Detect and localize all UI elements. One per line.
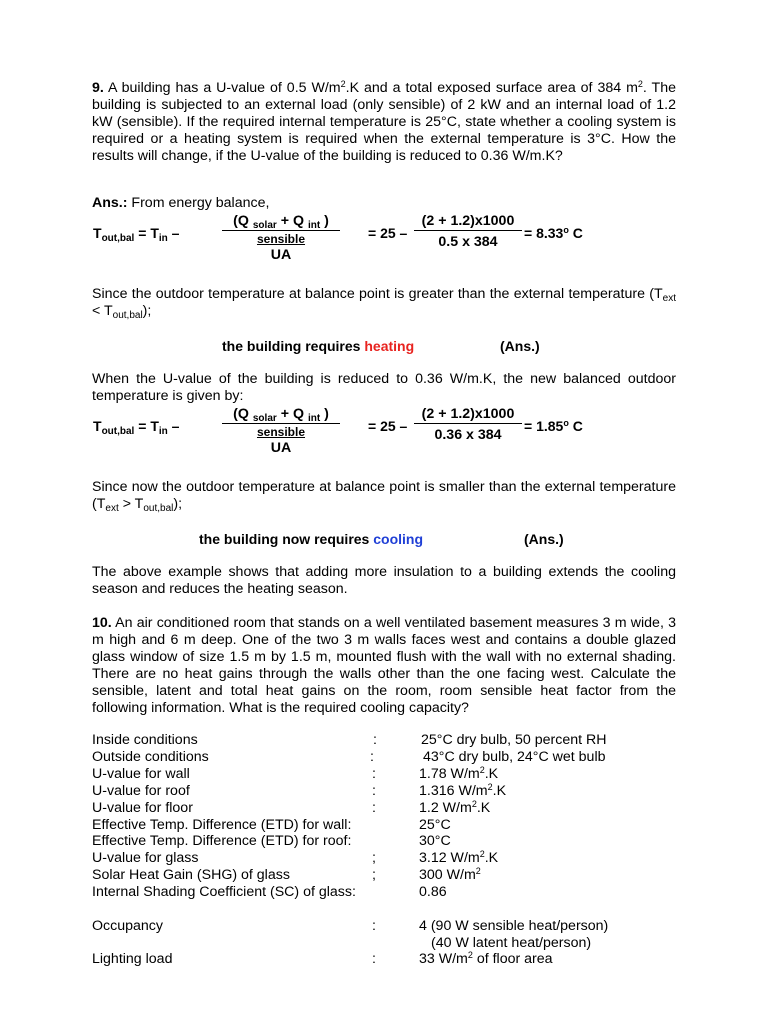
spec-label: Internal Shading Coefficient (SC) of glass:	[92, 884, 356, 901]
balance-point-text-2: Since now the outdoor temperature at balance point is smaller than the external temperature $(T_{ext} > T_{out,bal})$;	[92, 479, 676, 514]
spec-value: 3.12 $W/m^2.K$	[419, 849, 499, 867]
spec-value: 0.86	[419, 884, 447, 901]
equation-result: = $8.33^o$ C	[524, 225, 583, 241]
result-cooling-ans: (Ans.)	[524, 531, 564, 547]
occupancy-label: Occupancy	[92, 918, 163, 934]
equation-mid: = 25 –	[368, 225, 408, 241]
spec-value: 25°C	[419, 816, 451, 833]
spec-value: 1.78 $W/m^2.K$	[419, 764, 499, 782]
spec-separator: :	[372, 765, 376, 782]
spec-label: U-value for floor	[92, 799, 193, 816]
spec-value: 43°C dry bulb, 24°C wet bulb	[423, 748, 606, 765]
spec-value: 300 $W/m^2$	[419, 866, 481, 884]
question-number: 9.	[92, 80, 104, 96]
question-9-text: 9. A building has a U-value of 0.5 $W/m^2.K$ and a total exposed surface area of 384 $m^2$. The building is subjected to an external load (only sensible) of 2 kW and an internal load of 1.2 kW (sensible). If the required internal temperature is 25°C, state whether a cooling system is required or a heating system is required when the external temperature is 3°C. How the results will change, if the U-value of the building is reduced to 0.36 W/m.K?	[92, 79, 677, 164]
spec-value: 1.2 $W/m^2.K$	[419, 798, 491, 816]
lighting-label: Lighting load	[92, 951, 173, 967]
result-heating-ans: (Ans.)	[500, 338, 540, 354]
spec-separator: ;	[372, 850, 376, 867]
spec-label: Inside conditions	[92, 732, 198, 748]
spec-label: Solar Heat Gain (SHG) of glass	[92, 867, 290, 884]
equation2-lhs: $T_{out,bal} = T_{in}$ –	[93, 418, 180, 437]
occupancy-value-2: (40 W latent heat/person)	[431, 935, 592, 951]
spec-separator: :	[370, 748, 374, 765]
occupancy-sep: :	[372, 918, 376, 934]
spec-label: U-value for roof	[92, 782, 190, 799]
equation2-result: = $1.85^o$ C	[524, 418, 583, 434]
spec-label: Effective Temp. Difference (ETD) for wall:	[92, 816, 352, 833]
balance-point-text-1: Since the outdoor temperature at balance point is greater than the external temperature $(T_{ext} < T_{out,bal})$;	[92, 286, 676, 321]
equation2-fraction-load: (Q $_{solar}$ + Q $_{int}$ ) sensible UA	[222, 406, 340, 456]
question-number-10: 10.	[92, 615, 112, 631]
result-heating: the building requires heating	[222, 338, 415, 354]
lighting-value: 33 $W/m^2$ of floor area	[419, 950, 553, 967]
question-10-text: 10. An air conditioned room that stands on a well ventilated basement measures 3 m wide, 3 m high and 6 m deep. One of the two 3 m walls faces west and contains a double glazed glass window of size 1.5 m by 1.5 m, mounted flush with the wall with no external shading. There are no heat gains through the walls other than the one facing west. Calculate the sensible, latent and total heat gains on the room, room sensible heat factor from the following information. What is the required cooling capacity?	[92, 615, 676, 716]
spec-label: U-value for wall	[92, 765, 190, 782]
equation-lhs: $T_{out,bal} = T_{in}$ –	[93, 225, 180, 244]
result-cooling: the building now requires cooling	[199, 531, 424, 547]
lighting-sep: :	[372, 951, 376, 967]
spec-label: U-value for glass	[92, 850, 199, 867]
spec-separator: :	[373, 732, 377, 748]
spec-label: Effective Temp. Difference (ETD) for roof:	[92, 833, 352, 850]
spec-separator: :	[372, 799, 376, 816]
answer-intro: Ans.: From energy balance,	[92, 195, 270, 211]
equation2-fraction-values: $\frac{(2 + 1.2)x1000}{0.36 x 384}$	[414, 406, 522, 443]
spec-value: 25°C dry bulb, 50 percent RH	[421, 732, 607, 748]
occupancy-value-1: 4 (90 W sensible heat/person)	[419, 918, 609, 934]
spec-separator: :	[372, 782, 376, 799]
spec-value: 1.316 $W/m^2.K$	[419, 781, 507, 799]
spec-separator: ;	[372, 867, 376, 884]
equation-fraction-load: (Q $_{solar}$ + Q $_{int}$ ) sensible UA	[222, 213, 340, 263]
spec-label: Outside conditions	[92, 748, 209, 765]
spec-value: 30°C	[419, 833, 451, 850]
equation-fraction-values: $\frac{(2 + 1.2)x1000}{0.5 x 384}$	[414, 213, 522, 250]
reduced-u-value-text: When the U-value of the building is reduced to 0.36 W/m.K, the new balanced outdoor temperature is given by:	[92, 371, 676, 404]
insulation-note: The above example shows that adding more insulation to a building extends the cooling season and reduces the heating season.	[92, 564, 676, 597]
equation2-mid: = 25 –	[368, 418, 408, 434]
